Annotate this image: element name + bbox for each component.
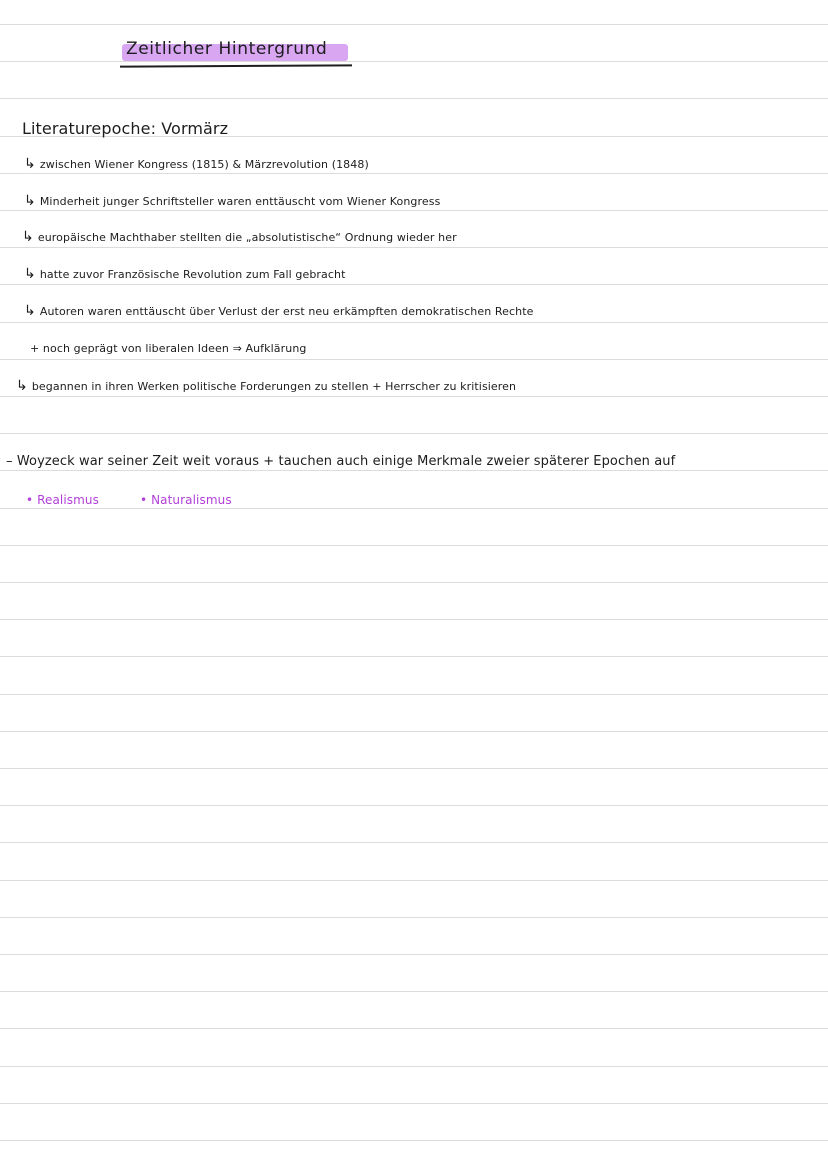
note-line: [24, 304, 534, 318]
epoch-realismus: • Realismus: [26, 493, 99, 507]
arrow-icon: ↳: [24, 156, 36, 172]
note-line-text: europäische Machthaber stellten die „absolutistische“ Ordnung wieder her: [37, 231, 457, 244]
ruled-line: [0, 24, 828, 25]
epoch-naturalismus: • Naturalismus: [140, 493, 232, 507]
ruled-line: [0, 991, 828, 992]
ruled-line: [0, 842, 828, 843]
ruled-line: [0, 210, 828, 211]
note-line: [22, 230, 457, 244]
arrow-icon: ↳: [16, 378, 28, 394]
note-line: [24, 157, 369, 171]
section-heading: Literaturepoche: Vormärz: [22, 119, 229, 138]
ruled-line: [0, 880, 828, 881]
title-block: [118, 36, 354, 70]
ruled-line: [0, 1028, 828, 1029]
ruled-line: [0, 359, 828, 360]
ruled-line: [0, 694, 828, 695]
ruled-line: [0, 508, 828, 509]
arrow-icon: ↳: [24, 303, 36, 319]
ruled-line: [0, 173, 828, 174]
arrow-icon: ↳: [22, 229, 34, 245]
ruled-line: [0, 1140, 828, 1141]
ruled-line: [0, 768, 828, 769]
ruled-line: [0, 396, 828, 397]
ruled-line: [0, 322, 828, 323]
page-title: Zeitlicher Hintergrund: [126, 39, 328, 59]
note-line: [16, 379, 516, 393]
arrow-icon: ↳: [24, 266, 36, 282]
ruled-line: [0, 582, 828, 583]
ruled-line: [0, 805, 828, 806]
ruled-line: [0, 1103, 828, 1104]
ruled-line: [0, 433, 828, 434]
ruled-line: [0, 619, 828, 620]
note-line-text: + noch geprägt von liberalen Ideen ⇒ Aufklärung: [30, 342, 307, 355]
statement-line: – Woyzeck war seiner Zeit weit voraus + tauchen auch einige Merkmale zweier späterer Epochen auf: [6, 454, 676, 469]
ruled-line: [0, 1066, 828, 1067]
ruled-line: [0, 731, 828, 732]
ruled-line: [0, 470, 828, 471]
note-line-text: hatte zuvor Französische Revolution zum Fall gebracht: [39, 268, 346, 281]
note-line-text: begannen in ihren Werken politische Forderungen zu stellen + Herrscher zu kritisieren: [31, 380, 517, 393]
note-line-text: Minderheit junger Schriftsteller waren enttäuscht vom Wiener Kongress: [39, 195, 441, 208]
note-line-text: Autoren waren enttäuscht über Verlust der erst neu erkämpften demokratischen Rechte: [39, 305, 534, 318]
note-line: [24, 194, 440, 208]
ruled-line: [0, 284, 828, 285]
ruled-line: [0, 545, 828, 546]
ruled-line: [0, 954, 828, 955]
ruled-line: [0, 917, 828, 918]
ruled-line: [0, 98, 828, 99]
title-underline: [120, 64, 352, 67]
ruled-line: [0, 656, 828, 657]
note-line-text: zwischen Wiener Kongress (1815) & Märzrevolution (1848): [39, 158, 369, 171]
ruled-line: [0, 247, 828, 248]
arrow-icon: ↳: [24, 193, 36, 209]
note-line: [24, 267, 346, 281]
